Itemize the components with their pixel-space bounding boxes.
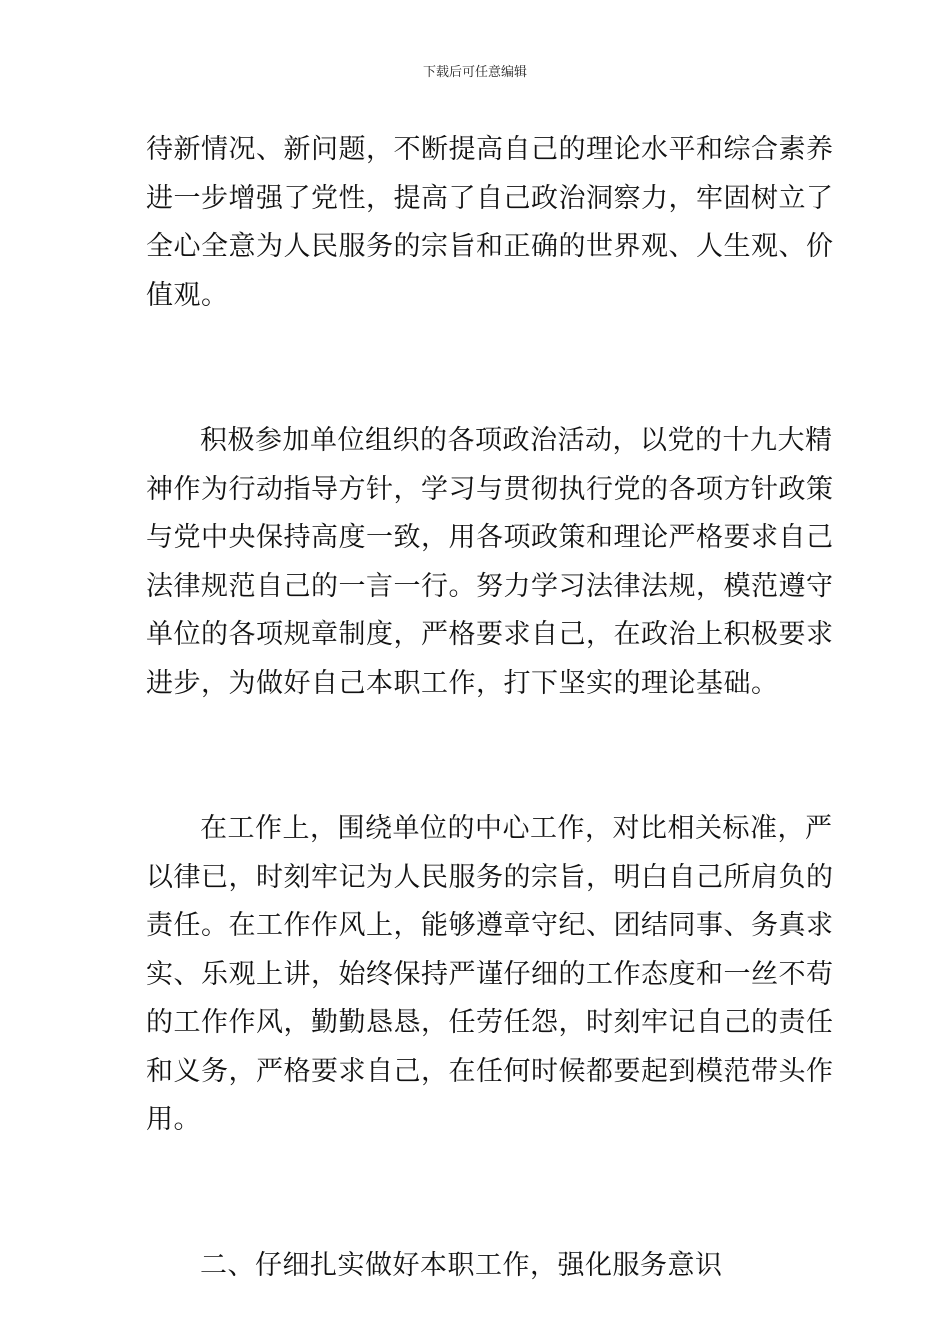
section-heading xyxy=(146,1242,806,1291)
paragraph-3 xyxy=(146,805,834,1145)
paragraph-line: 在工作上，围绕单位的中心工作，对比相关标准，严 xyxy=(200,813,833,844)
paragraph-2 xyxy=(146,417,834,708)
paragraph-spacer xyxy=(146,1145,806,1242)
paragraph-line: 法律规范自己的一言一行。努力学习法律法规，模范遵守 xyxy=(146,570,834,602)
paragraph-line: 的工作作风，勤勤恳恳，任劳任怨，时刻牢记自己的责任 xyxy=(146,1007,834,1038)
paragraph-line: 用。 xyxy=(146,1104,201,1135)
paragraph-line: 和义务，严格要求自己，在任何时候都要起到模范带头作 xyxy=(146,1055,834,1087)
paragraph-line: 全心全意为人民服务的宗旨和正确的世界观、人生观、价 xyxy=(146,231,834,262)
paragraph-line: 与党中央保持高度一致，用各项政策和理论严格要求自己 xyxy=(146,522,834,553)
paragraph-line: 神作为行动指导方针，学习与贯彻执行党的各项方针政策 xyxy=(146,473,834,505)
paragraph-line: 单位的各项规章制度，严格要求自己，在政治上积极要求 xyxy=(146,619,834,650)
paragraph-line: 值观。 xyxy=(146,279,229,311)
paragraph-line: 进步，为做好自己本职工作，打下坚实的理论基础。 xyxy=(146,667,779,699)
paragraph-line: 待新情况、新问题，不断提高自己的理论水平和综合素养 xyxy=(146,134,834,165)
paragraph-line: 实、乐观上讲，始终保持严谨仔细的工作态度和一丝不苟 xyxy=(146,958,834,990)
page-header: 下载后可任意编辑 xyxy=(422,65,527,80)
paragraph-1 xyxy=(146,126,834,320)
section-heading-text: 二、仔细扎实做好本职工作，强化服务意识 xyxy=(200,1249,723,1281)
paragraph-line: 积极参加单位组织的各项政治活动，以党的十九大精 xyxy=(200,425,833,456)
paragraph-line: 进一步增强了党性，提高了自己政治洞察力，牢固树立了 xyxy=(146,182,834,214)
paragraph-spacer xyxy=(146,320,806,417)
paragraph-line: 以律已，时刻牢记为人民服务的宗旨，明白自己所肩负的 xyxy=(146,861,834,893)
paragraph-spacer xyxy=(146,708,806,805)
document-body xyxy=(146,126,834,1290)
paragraph-line: 责任。在工作作风上，能够遵章守纪、团结同事、务真求 xyxy=(146,910,834,941)
